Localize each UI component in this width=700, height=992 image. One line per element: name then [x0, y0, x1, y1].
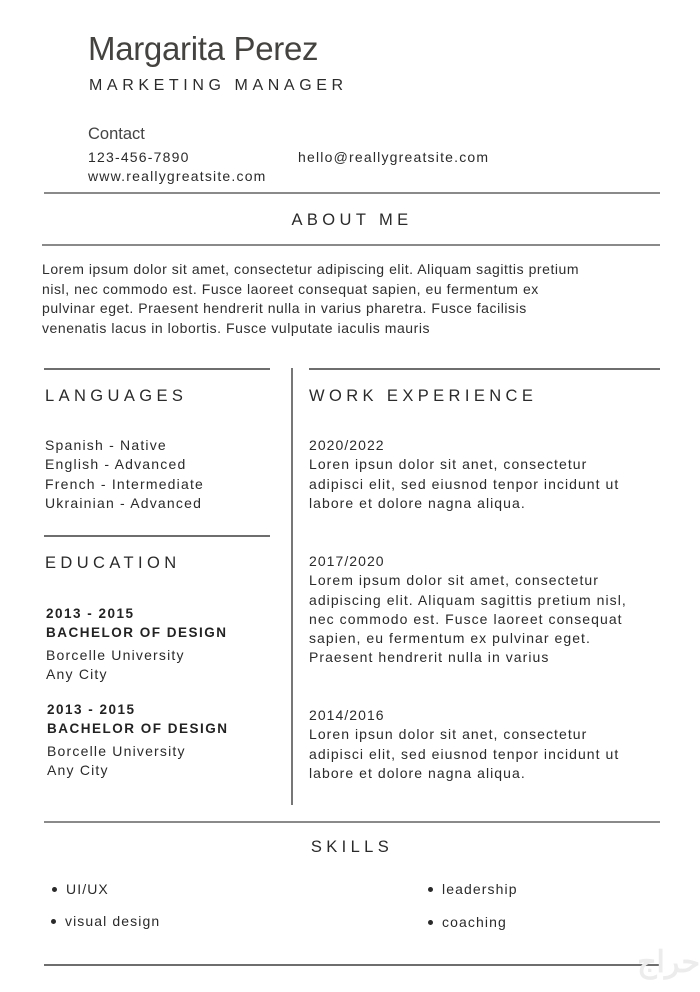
bullet-icon — [52, 887, 57, 892]
languages-list — [45, 436, 204, 513]
work-line: labore et dolore nagna aliqua. — [309, 494, 526, 511]
language-item: French - Intermediate — [45, 475, 205, 492]
divider — [44, 368, 270, 370]
work-line: adipisci elit, sed eiusnod tenpor incidunt ut — [309, 745, 620, 762]
education-city: Any City — [47, 762, 109, 779]
divider — [309, 368, 660, 370]
about-line: nisl, nec commodo est. Fusce laoreet consequat sapien, eu fermentum ex — [42, 280, 539, 297]
skill-item — [428, 914, 507, 930]
work-line: Praesent hendrerit nulla in varius — [309, 649, 550, 666]
watermark-logo: حراج — [637, 946, 700, 979]
about-text — [42, 260, 662, 338]
work-line: nec commodo est. Fusce laoreet consequat — [309, 610, 623, 627]
bullet-icon — [428, 887, 433, 892]
work-entry — [309, 436, 659, 513]
education-years: 2013 - 2015 — [47, 702, 136, 717]
work-line: adipisci elit, sed eiusnod tenpor incidunt ut — [309, 475, 620, 492]
work-line: sapien, eu fermentum ex pulvinar eget. — [309, 630, 591, 647]
about-heading: ABOUT ME — [291, 211, 413, 229]
about-line: venenatis lacus in lobortis. Fusce vulputate iaculis mauris — [42, 319, 431, 336]
about-line: Lorem ipsum dolor sit amet, consectetur adipiscing elit. Aliquam sagittis pretium — [42, 261, 580, 277]
skill-label: coaching — [442, 914, 507, 930]
languages-heading: LANGUAGES — [45, 387, 188, 405]
phone-number: 123-456-7890 — [88, 149, 190, 165]
education-school: Borcelle University — [47, 743, 186, 759]
skill-item — [428, 881, 518, 897]
skill-label: leadership — [442, 881, 518, 897]
candidate-name: Margarita Perez — [88, 30, 319, 67]
divider — [44, 964, 660, 966]
divider — [42, 244, 660, 246]
job-title: MARKETING MANAGER — [89, 77, 348, 94]
divider — [44, 535, 270, 537]
language-item: Spanish - Native — [45, 437, 167, 453]
language-item: Ukrainian - Advanced — [45, 494, 203, 511]
language-item: English - Advanced — [45, 456, 187, 473]
education-heading: EDUCATION — [45, 554, 181, 572]
work-line: Loren ipsun dolor sit anet, consectetur — [309, 456, 588, 473]
work-entry — [309, 706, 659, 783]
work-line: Loren ipsun dolor sit anet, consectetur — [309, 726, 588, 743]
bullet-icon — [428, 920, 433, 925]
education-degree: BACHELOR OF DESIGN — [47, 721, 229, 736]
work-entry — [309, 552, 659, 668]
divider — [44, 821, 660, 823]
contact-label: Contact — [88, 125, 145, 143]
column-divider — [291, 368, 293, 805]
skills-heading: SKILLS — [310, 838, 394, 856]
skill-item — [51, 913, 160, 929]
work-period: 2014/2016 — [309, 707, 385, 723]
about-line: pulvinar eget. Praesent hendrerit nulla in varius pharetra. Fusce facilisis — [42, 300, 527, 316]
email-address[interactable]: hello@reallygreatsite.com — [298, 149, 490, 165]
education-entry — [46, 604, 228, 685]
education-years: 2013 - 2015 — [46, 606, 135, 621]
work-period: 2020/2022 — [309, 437, 385, 453]
work-heading: WORK EXPERIENCE — [309, 387, 538, 405]
skill-item — [52, 881, 109, 897]
skill-label: visual design — [65, 913, 161, 929]
bullet-icon — [51, 919, 56, 924]
divider — [44, 192, 660, 194]
work-line: labore et dolore nagna aliqua. — [309, 764, 526, 781]
education-city: Any City — [46, 666, 108, 683]
website-link[interactable]: www.reallygreatsite.com — [88, 168, 267, 184]
work-line: adipiscing elit. Aliquam sagittis pretium nisl, — [309, 591, 627, 608]
skill-label: UI/UX — [66, 881, 109, 897]
education-entry — [47, 700, 229, 781]
education-school: Borcelle University — [46, 647, 185, 663]
work-line: Lorem ipsum dolor sit amet, consectetur — [309, 572, 599, 589]
work-period: 2017/2020 — [309, 553, 385, 569]
education-degree: BACHELOR OF DESIGN — [46, 625, 228, 640]
